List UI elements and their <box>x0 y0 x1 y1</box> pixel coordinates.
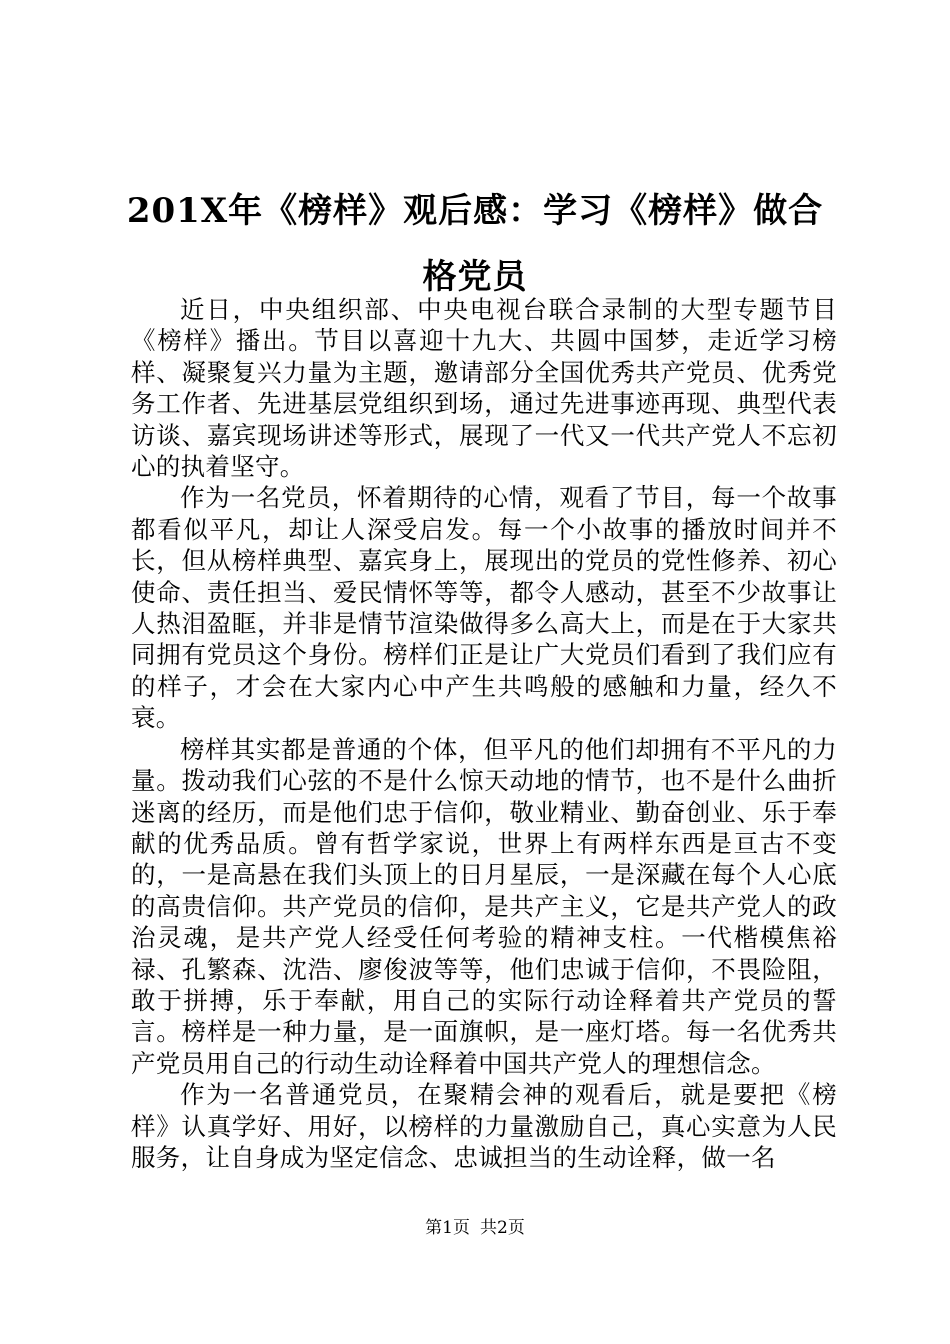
document-body <box>131 294 837 1173</box>
paragraph: 近日，中央组织部、中央电视台联合录制的大型专题节目《榜样》播出。节目以喜迎十九大、共圆中国梦，走近学习榜样、凝聚复兴力量为主题，邀请部分全国优秀共产党员、优秀党务工作者、先进基层党组织到场，通过先进事迹再现、典型代表访谈、嘉宾现场讲述等形式，展现了一代又一代共产党人不忘初心的执着坚守。 <box>131 295 837 482</box>
page-number-current: 第1页 <box>425 1218 470 1238</box>
paragraph: 作为一名普通党员，在聚精会神的观看后，就是要把《榜样》认真学好、用好，以榜样的力量激励自己，真心实意为人民服务，让自身成为坚定信念、忠诚担当的生动诠释，做一名 <box>131 1080 837 1172</box>
page-footer <box>0 1216 950 1240</box>
page-number-total: 共2页 <box>480 1218 525 1238</box>
document-title: 201X年《榜样》观后感：学习《榜样》做合格党员 <box>126 191 824 297</box>
paragraph: 作为一名党员，怀着期待的心情，观看了节目，每一个故事都看似平凡，却让人深受启发。每一个小故事的播放时间并不长，但从榜样典型、嘉宾身上，展现出的党员的党性修养、初心使命、责任担当、爱民情怀等等，都令人感动，甚至不少故事让人热泪盈眶，并非是情节渲染做得多么高大上，而是在于大家共同拥有党员这个身份。榜样们正是让广大党员们看到了我们应有的样子，才会在大家内心中产生共鸣般的感触和力量，经久不衰。 <box>131 483 837 733</box>
paragraph: 榜样其实都是普通的个体，但平凡的他们却拥有不平凡的力量。拨动我们心弦的不是什么惊天动地的情节，也不是什么曲折迷离的经历，而是他们忠于信仰，敬业精业、勤奋创业、乐于奉献的优秀品质。曾有哲学家说，世界上有两样东西是亘古不变的，一是高悬在我们头顶上的日月星辰，一是深藏在每个人心底的高贵信仰。共产党员的信仰，是共产主义，它是共产党人的政治灵魂，是共产党人经受任何考验的精神支柱。一代楷模焦裕禄、孔繁森、沈浩、廖俊波等等，他们忠诚于信仰，不畏险阻，敢于拼搏，乐于奉献，用自己的实际行动诠释着共产党员的誓言。榜样是一种力量，是一面旗帜，是一座灯塔。每一名优秀共产党员用自己的行动生动诠释着中国共产党人的理想信念。 <box>131 734 837 1078</box>
